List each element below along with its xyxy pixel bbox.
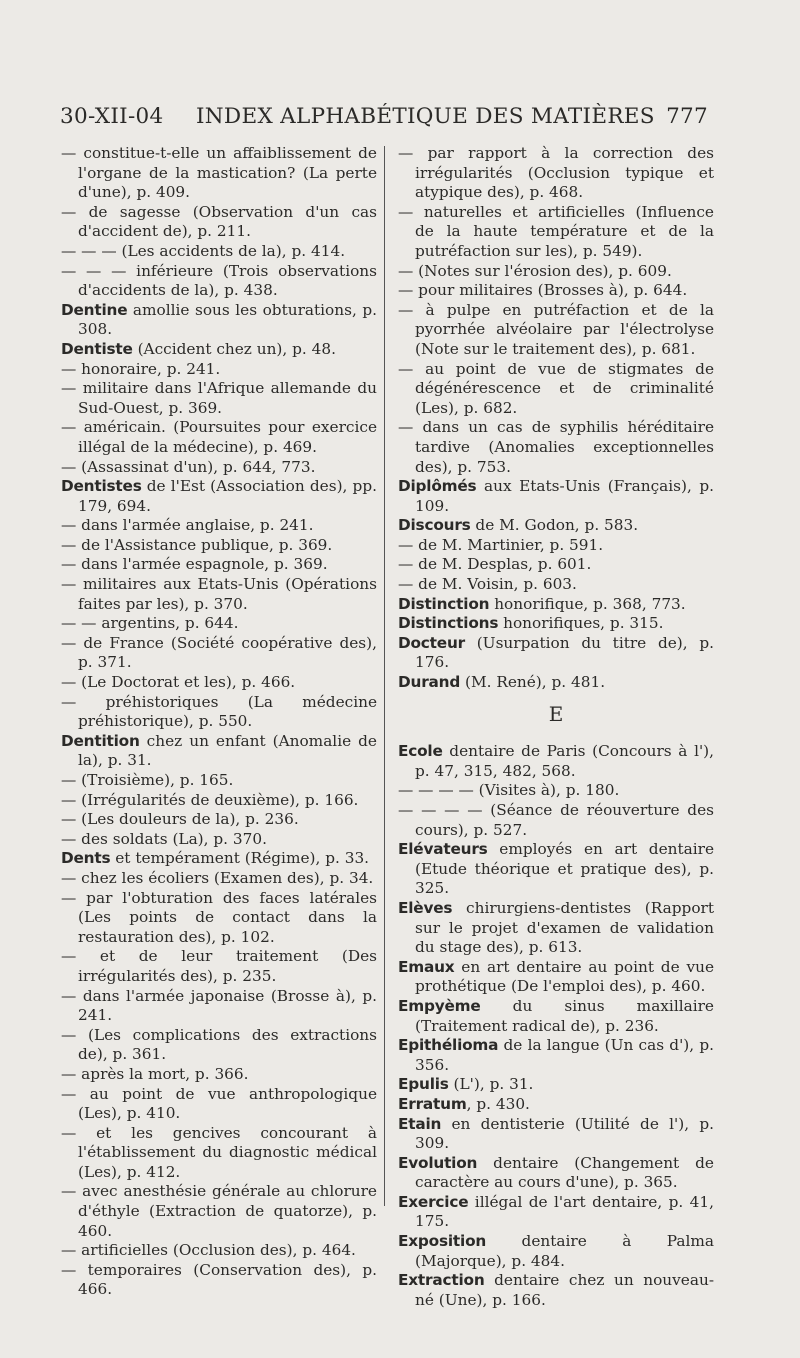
index-entry	[61, 536, 377, 556]
entry-text: — dans l'armée espagnole, p. 369.	[61, 555, 328, 574]
entry-text: illégal de l'art dentaire, p. 41, 175.	[415, 1192, 714, 1231]
entry-text: chirurgiens-dentistes (Rapport sur le projet d'examen de validation du stage des), p. 613.	[415, 898, 714, 957]
entry-text: honorifique, p. 368, 773.	[489, 594, 686, 613]
entry-text: de M. Godon, p. 583.	[470, 516, 639, 535]
entry-text: honorifiques, p. 315.	[498, 614, 664, 633]
entry-text: — par l'obturation des faces latérales (Les points de contact dans la restauration des), p. 102.	[61, 888, 377, 946]
entry-text: — de sagesse (Observation d'un cas d'accident de), p. 211.	[61, 202, 377, 241]
entry-headword: Exposition	[398, 1232, 487, 1251]
index-entry	[61, 732, 377, 771]
entry-text: chez un enfant (Anomalie de la), p. 31.	[78, 731, 377, 770]
entry-text: — — — inférieure (Trois observations d'accidents de la), p. 438.	[61, 261, 377, 300]
entry-headword: Dentition	[61, 731, 140, 750]
index-entry	[61, 516, 377, 536]
entry-text: — de France (Société coopérative des), p. 371.	[61, 633, 377, 672]
entry-text: employés en art dentaire (Etude théorique et pratique des), p. 325.	[415, 840, 714, 898]
entry-headword: Docteur	[398, 633, 465, 652]
index-entry	[61, 144, 377, 203]
index-entry	[61, 203, 377, 242]
entry-text: — (Les complications des extractions de), p. 361.	[61, 1025, 377, 1064]
right-column-d-entries	[398, 144, 714, 693]
entry-headword: Extraction	[398, 1271, 485, 1290]
entry-headword: Exercice	[398, 1192, 469, 1211]
index-entry	[61, 1182, 377, 1241]
entry-text: — dans un cas de syphilis héréditaire tardive (Anomalies exceptionnelles des), p. 753.	[398, 418, 714, 476]
entry-text: — militaire dans l'Afrique allemande du Sud-Ouest, p. 369.	[61, 379, 377, 417]
entry-headword: Emaux	[398, 957, 455, 976]
entry-text: dentaire (Changement de caractère au cours d'une), p. 365.	[415, 1153, 714, 1192]
index-entry	[61, 242, 377, 262]
index-entry	[61, 262, 377, 301]
entry-text: — artificielles (Occlusion des), p. 464.	[61, 1241, 356, 1260]
entry-text: — par rapport à la correction des irrégularités (Occlusion typique et atypique des), p. 468.	[398, 144, 714, 202]
entry-text: — — argentins, p. 644.	[61, 614, 239, 633]
index-entry	[61, 458, 377, 478]
index-entry	[61, 575, 377, 614]
entry-text: et tempérament (Régime), p. 33.	[110, 849, 370, 868]
index-entry	[398, 536, 714, 556]
right-column	[398, 144, 714, 1310]
index-entry	[61, 830, 377, 850]
header-date: 30-XII-04	[60, 104, 164, 129]
index-entry	[61, 340, 377, 360]
entry-headword: Dentiste	[61, 339, 133, 358]
index-entry	[398, 614, 714, 634]
entry-text: — de M. Desplas, p. 601.	[398, 555, 592, 574]
entry-text: , p. 430.	[466, 1094, 530, 1113]
entry-text: — de M. Voisin, p. 603.	[398, 575, 577, 594]
index-entry	[61, 889, 377, 948]
index-entry	[398, 997, 714, 1036]
entry-text: (Usurpation du titre de), p. 176.	[415, 633, 714, 672]
index-entry	[398, 144, 714, 203]
index-entry	[61, 987, 377, 1026]
index-entry	[398, 418, 714, 477]
entry-headword: Distinction	[398, 594, 490, 613]
entry-headword: Elèves	[398, 898, 453, 917]
entry-text: — militaires aux Etats-Unis (Opérations faites par les), p. 370.	[61, 575, 377, 613]
entry-text: de la langue (Un cas d'), p. 356.	[415, 1036, 714, 1074]
entry-text: — temporaires (Conservation des), p. 466.	[61, 1260, 377, 1299]
entry-headword: Elévateurs	[398, 840, 488, 859]
index-entry	[61, 555, 377, 575]
entry-text: — dans l'armée anglaise, p. 241.	[61, 516, 314, 535]
index-entry	[398, 301, 714, 360]
index-entry	[61, 1241, 377, 1261]
index-entry	[398, 360, 714, 419]
entry-text: (L'), p. 31.	[448, 1075, 534, 1094]
index-entry	[398, 595, 714, 615]
index-entry	[61, 810, 377, 830]
index-entry	[61, 301, 377, 340]
entry-text: — naturelles et artificielles (Influence de la haute température et de la putréfaction sur les), p. 549).	[398, 202, 714, 260]
index-entry	[398, 1095, 714, 1115]
entry-text: — (Notes sur l'érosion des), p. 609.	[398, 261, 672, 280]
column-divider	[384, 146, 385, 1206]
entry-text: — avec anesthésie générale au chlorure d'éthyle (Extraction de quatorze), p. 460.	[61, 1182, 377, 1240]
index-entry	[398, 1036, 714, 1075]
entry-text: — (Les douleurs de la), p. 236.	[61, 810, 299, 829]
index-entry	[398, 575, 714, 595]
entry-headword: Empyème	[398, 996, 481, 1015]
entry-text: — — — (Les accidents de la), p. 414.	[61, 241, 346, 260]
entry-text: — (Troisième), p. 165.	[61, 771, 234, 789]
entry-text: — à pulpe en putréfaction et de la pyorrhée alvéolaire par l'électrolyse (Note sur le traitement des), p. 681.	[398, 300, 714, 358]
entry-text: — américain. (Poursuites pour exercice illégal de la médecine), p. 469.	[61, 418, 377, 456]
section-letter: E	[548, 701, 564, 726]
entry-headword: Evolution	[398, 1153, 478, 1172]
page-number: 777	[666, 104, 708, 129]
entry-headword: Distinctions	[398, 614, 499, 633]
entry-text: — (Irrégularités de deuxième), p. 166.	[61, 790, 359, 809]
entry-text: — préhistoriques (La médecine préhistorique), p. 550.	[61, 692, 377, 731]
entry-text: — dans l'armée japonaise (Brosse à), p. 241.	[61, 986, 377, 1025]
index-entry	[61, 634, 377, 673]
entry-headword: Epulis	[398, 1075, 449, 1094]
entry-headword: Dentistes	[61, 477, 142, 496]
entry-text: (M. René), p. 481.	[460, 673, 606, 692]
index-entry	[61, 1026, 377, 1065]
index-entry	[398, 1075, 714, 1095]
index-entry	[398, 555, 714, 575]
entry-headword: Discours	[398, 516, 471, 535]
index-entry	[398, 281, 714, 301]
index-entry	[61, 791, 377, 811]
entry-text: — constitue-t-elle un affaiblissement de l'organe de la mastication? (La perte d'une), p. 409.	[61, 144, 377, 202]
index-entry	[61, 418, 377, 457]
index-entry	[398, 840, 714, 899]
index-entry	[398, 1154, 714, 1193]
index-entry	[398, 262, 714, 282]
page-header	[60, 104, 708, 136]
entry-text: — chez les écoliers (Examen des), p. 34.	[61, 868, 374, 887]
entry-text: de l'Est (Association des), pp. 179, 694.	[78, 477, 377, 515]
index-entry	[398, 1115, 714, 1154]
index-entry	[398, 203, 714, 262]
index-entry	[61, 673, 377, 693]
entry-headword: Diplômés	[398, 477, 477, 496]
entry-headword: Durand	[398, 673, 461, 692]
entry-text: — après la mort, p. 366.	[61, 1064, 249, 1083]
index-entry	[61, 1261, 377, 1300]
index-entry	[398, 477, 714, 516]
index-entry	[61, 771, 377, 791]
index-entry	[398, 899, 714, 958]
entry-text: en dentisterie (Utilité de l'), p. 309.	[415, 1114, 714, 1153]
index-entry	[398, 958, 714, 997]
entry-text: — et de leur traitement (Des irrégularités des), p. 235.	[61, 947, 377, 985]
index-entry	[398, 516, 714, 536]
entry-headword: Etain	[398, 1114, 442, 1133]
entry-text: — au point de vue anthropologique (Les), p. 410.	[61, 1084, 377, 1123]
entry-text: — et les gencives concourant à l'établissement du diagnostic médical (Les), p. 412.	[61, 1123, 377, 1181]
header-title: INDEX ALPHABÉTIQUE DES MATIÈRES	[196, 104, 655, 129]
index-entry	[398, 801, 714, 840]
entry-text: — pour militaires (Brosses à), p. 644.	[398, 281, 688, 300]
index-entry	[61, 693, 377, 732]
entry-text: amollie sous les obturations, p. 308.	[78, 300, 377, 339]
index-entry	[61, 360, 377, 380]
index-entry	[61, 379, 377, 418]
entry-text: — de l'Assistance publique, p. 369.	[61, 535, 333, 554]
index-entry	[61, 947, 377, 986]
index-entry	[61, 1085, 377, 1124]
entry-text: du sinus maxillaire (Traitement radical de), p. 236.	[415, 996, 714, 1035]
entry-text: dentaire chez un nouveau-né (Une), p. 166.	[415, 1271, 714, 1309]
entry-text: — (Assassinat d'un), p. 644, 773.	[61, 457, 316, 476]
index-entry	[61, 1124, 377, 1183]
entry-text: aux Etats-Unis (Français), p. 109.	[415, 477, 714, 515]
index-entry	[61, 869, 377, 889]
entry-text: — honoraire, p. 241.	[61, 359, 221, 378]
entry-text: en art dentaire au point de vue prothétique (De l'emploi des), p. 460.	[415, 957, 714, 996]
entry-text: — de M. Martinier, p. 591.	[398, 535, 604, 554]
right-column-e-entries	[398, 742, 714, 1310]
entry-text: dentaire à Palma (Majorque), p. 484.	[415, 1232, 714, 1270]
index-entry	[61, 477, 377, 516]
index-entry	[61, 849, 377, 869]
index-entry	[398, 1193, 714, 1232]
entry-text: — — — — (Visites à), p. 180.	[398, 781, 620, 800]
entry-text: dentaire de Paris (Concours à l'), p. 47, 315, 482, 568.	[415, 742, 714, 780]
index-entry	[61, 614, 377, 634]
index-entry	[398, 742, 714, 781]
entry-text: — au point de vue de stigmates de dégénérescence et de criminalité (Les), p. 682.	[398, 359, 714, 417]
entry-text: — (Le Doctorat et les), p. 466.	[61, 673, 296, 692]
entry-headword: Dents	[61, 849, 111, 868]
index-entry	[61, 1065, 377, 1085]
index-entry	[398, 634, 714, 673]
entry-headword: Ecole	[398, 742, 443, 761]
index-entry	[398, 1271, 714, 1310]
entry-text: — des soldats (La), p. 370.	[61, 829, 267, 848]
index-entry	[398, 673, 714, 693]
index-entry	[398, 1232, 714, 1271]
left-column	[61, 144, 377, 1300]
entry-text: — — — — (Séance de réouverture des cours), p. 527.	[398, 801, 714, 839]
entry-text: (Accident chez un), p. 48.	[132, 339, 336, 358]
index-entry	[398, 781, 714, 801]
entry-headword: Dentine	[61, 300, 128, 319]
entry-headword: Erratum	[398, 1094, 467, 1113]
entry-headword: Epithélioma	[398, 1036, 499, 1055]
